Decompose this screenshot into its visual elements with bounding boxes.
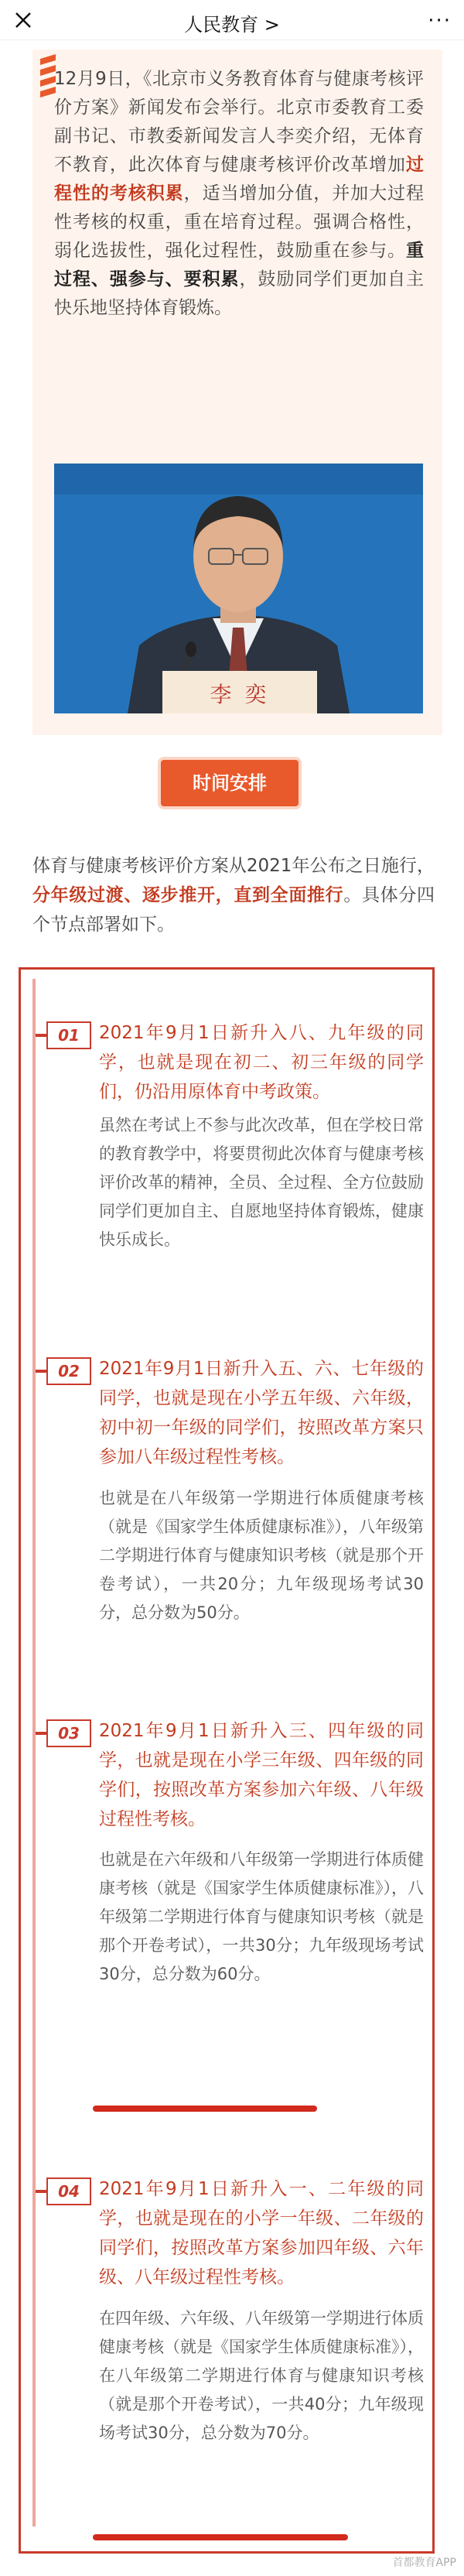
intro-bold-1: 过程性的考核积累 xyxy=(54,155,424,204)
account-title[interactable]: 人民教育 > xyxy=(184,14,280,36)
intro-paragraph xyxy=(54,65,424,323)
item-number-1: 01 xyxy=(46,1021,91,1049)
schedule-text-2: 。具体分四个节点部署如下。 xyxy=(32,885,435,935)
intro-text-1: 12月9日，《北京市义务教育体育与健康考核评价方案》新闻发布会举行。北京市委教育工委副书记、市教委新闻发言人李奕介绍，无体育不教育，此次体育与健康考核评价改革增加 xyxy=(54,69,424,175)
item-body-1: 虽然在考试上不参与此次改革，但在学校日常的教育教学中，将要贯彻此次体育与健康考核评价改革的精神，全员、全过程、全方位鼓励同学们更加自主、自愿地坚持体育锻炼，健康快乐成长。 xyxy=(99,1116,424,1249)
item-title-3: 2021年9月1日新升入三、四年级的同学，也就是现在小学三年级、四年级的同学们，按照改革方案参加六年级、八年级过程性考核。 xyxy=(99,1721,424,1829)
timeline-line xyxy=(32,979,36,2526)
watermark-logo: 首都教育APP xyxy=(392,2557,456,2569)
schedule-intro xyxy=(32,851,435,939)
item-title-1: 2021年9月1日新升入八、九年级的同学，也就是现在初二、初三年级的同学们，仍沿用原体育中考政策。 xyxy=(99,1023,424,1102)
item-body-3: 也就是在六年级和八年级第一学期进行体质健康考核（就是《国家学生体质健康标准》），八年级第二学期进行体育与健康知识考核（就是那个开卷考试），一共30分；九年级现场考试30分，总分数为60分。 xyxy=(99,1850,424,1983)
item-body-4: 在四年级、六年级、八年级第一学期进行体质健康考核（就是《国家学生体质健康标准》），在八年级第二学期进行体育与健康知识考核（就是那个开卷考试），一共40分；九年级现场考试30分，总分数为70分。 xyxy=(99,2309,424,2442)
item-number-2: 02 xyxy=(46,1357,91,1385)
item-title-4: 2021年9月1日新升入一、二年级的同学，也就是现在的小学一年级、二年级的同学们，按照改革方案参加四年级、六年级、八年级过程性考核。 xyxy=(99,2179,424,2287)
item-number-3: 03 xyxy=(46,1719,91,1747)
intro-bold-2: 重过程、强参与、要积累 xyxy=(54,241,424,289)
schedule-bold: 分年级过渡、逐步推开，直到全面推行 xyxy=(32,885,344,905)
press-conference-photo xyxy=(54,464,423,713)
schedule-text-1: 体育与健康考核评价方案从2021年公布之日施行， xyxy=(32,856,435,876)
speaker-illustration xyxy=(54,464,423,713)
intro-card xyxy=(32,50,442,735)
item-number-4: 04 xyxy=(46,2177,91,2205)
schedule-heading-badge: 时间安排 xyxy=(161,760,299,806)
item-body-2: 也就是在八年级第一学期进行体质健康考核（就是《国家学生体质健康标准》），八年级第二学期进行体育与健康知识考核（就是那个开卷考试），一共20分；九年级现场考试30分，总分数为50分。 xyxy=(99,1489,424,1622)
nameplate-label: 李 奕 xyxy=(210,682,270,707)
stripe-decoration-icon xyxy=(40,54,56,97)
item-title-2: 2021年9月1日新升入五、六、七年级的同学，也就是现在小学五年级、六年级，初中初一年级的同学们，按照改革方案只参加八年级过程性考核。 xyxy=(99,1359,424,1467)
highlight-underline-3 xyxy=(93,2106,317,2112)
highlight-underline-4 xyxy=(93,2534,348,2540)
more-icon[interactable]: ··· xyxy=(428,9,452,32)
top-bar xyxy=(0,0,464,40)
intro-text-2: ，适当增加分值，并加大过程性考核的权重，重在培育过程。强调合格性，弱化选拔性，强化过程性，鼓励重在参与。 xyxy=(54,183,425,261)
intro-text-3: ，鼓励同学们更加自主快乐地坚持体育锻炼。 xyxy=(54,269,425,318)
